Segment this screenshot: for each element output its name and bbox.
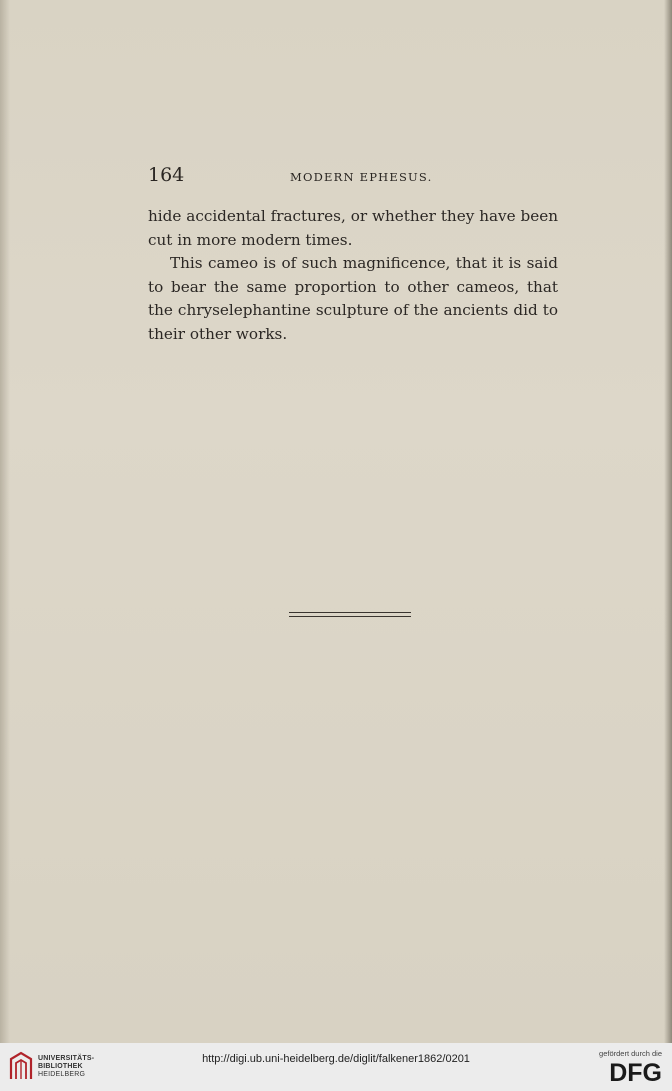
- dfg-logo: DFG: [609, 1059, 662, 1087]
- funding-caption: gefördert durch die: [599, 1049, 662, 1058]
- running-title: MODERN EPHESUS.: [290, 170, 433, 184]
- paragraph-cameo: This cameo is of such magnificence, that it is said to bear the same proportion to other cameos, that the chryselephantine sculpture of the ancients did to their other works.: [148, 254, 558, 343]
- library-name-line-3: HEIDELBERG: [38, 1071, 86, 1078]
- page-number: 164: [148, 164, 185, 186]
- body-text: [148, 205, 558, 346]
- permalink-url[interactable]: http://digi.ub.uni-heidelberg.de/diglit/falkener1862/0201: [202, 1053, 470, 1065]
- library-name-line-1: UNIVERSITÄTS-: [38, 1055, 95, 1062]
- library-name-line-2: BIBLIOTHEK: [38, 1063, 83, 1070]
- section-end-rule: [289, 612, 411, 617]
- running-head: [148, 164, 558, 188]
- paragraph-continued: hide accidental fractures, or whether they have been cut in more modern times.: [148, 207, 558, 249]
- digitization-footer: [0, 1043, 672, 1091]
